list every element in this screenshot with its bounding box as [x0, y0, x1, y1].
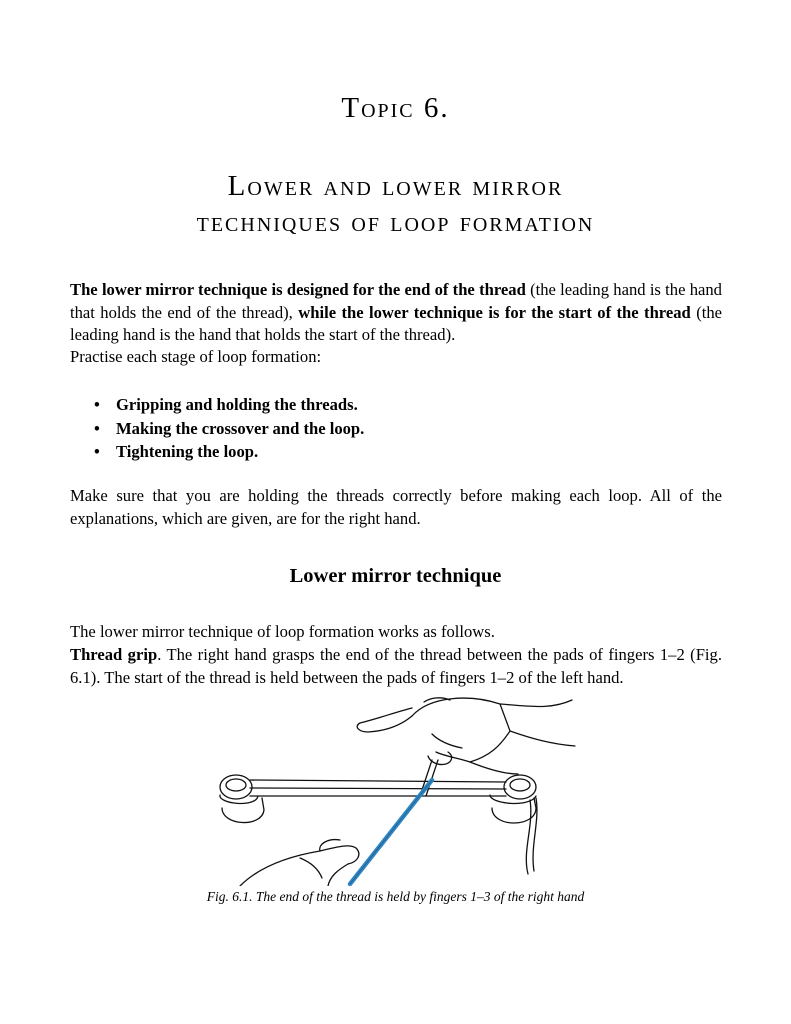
title-line-2: techniques of loop formation: [196, 206, 595, 238]
thread-grip-paragraph: [70, 644, 722, 689]
note-paragraph: Make sure that you are holding the threads correctly before making each loop. All of the explanations, which are given, are for the right hand.: [70, 486, 722, 528]
works-paragraph: The lower mirror technique of loop formation works as follows.: [70, 622, 495, 641]
thread-grip-text: . The right hand grasps the end of the thread between the pads of fingers 1–2 (Fig. 6.1). The start of the thread is held between the pads of fingers 1–2 of the left hand.: [70, 645, 722, 687]
thread-grip-label: Thread grip: [70, 645, 158, 664]
section-heading: Lower mirror technique: [289, 565, 502, 587]
stage-label: Making the crossover and the loop.: [116, 418, 365, 438]
topic-number: Topic 6.: [341, 92, 450, 124]
stage-list: [70, 393, 364, 464]
intro-paragraph: [70, 279, 722, 347]
figure-illustration: [200, 686, 590, 886]
intro-bold-2: while the lower technique is for the start of the thread: [298, 302, 691, 322]
practise-line: Practise each stage of loop formation:: [70, 347, 322, 366]
hand-illustration: [220, 698, 575, 886]
title-line-1: Lower and lower mirror: [227, 170, 564, 202]
bullet-icon: •: [94, 395, 100, 414]
stage-label: Tightening the loop.: [116, 442, 259, 461]
page-title: [0, 168, 791, 240]
list-item: [94, 417, 365, 441]
bullet-icon: •: [94, 418, 100, 438]
list-item: [94, 440, 364, 464]
stage-label: Gripping and holding the threads.: [116, 395, 358, 414]
intro-bold-1: The lower mirror technique is designed for the end of the thread: [70, 280, 526, 299]
bullet-icon: •: [94, 442, 100, 461]
intro-text-2: (the leading hand is the hand that holds the start of the thread).: [70, 302, 723, 344]
list-item: [94, 393, 364, 417]
intro-text-1: (the leading hand is the hand that holds the end of the thread),: [70, 280, 722, 322]
figure-caption: Fig. 6.1. The end of the thread is held by fingers 1–3 of the right hand: [206, 889, 585, 904]
